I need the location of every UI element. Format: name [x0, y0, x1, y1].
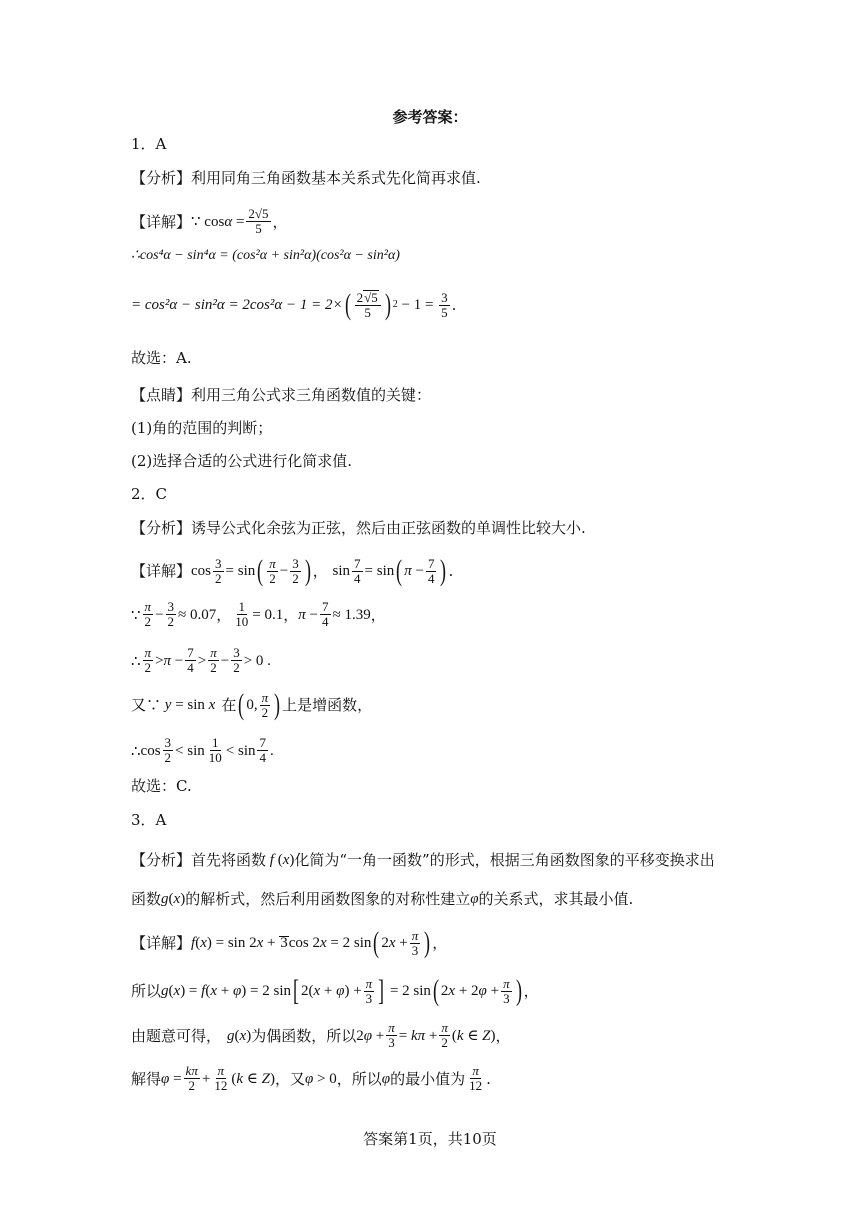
- q1-point2: (2)选择合适的公式进行化简求值.: [131, 452, 353, 470]
- q2-detail-line5: ∴ cos $\frac{3}{2}$ < sin $\frac{1}{10}$ < sin $\frac{7}{4}$ .: [131, 735, 274, 765]
- q3-detail-line2: 所以 g ( x ) = f ( x + φ ) = 2 sin [ 2( x + φ ) + $\frac{\pi}{3}$ ] = 2 sin ( 2 x + 2 φ + $\frac{\pi}{3}$ ) ，: [131, 974, 539, 1007]
- q2-analysis: 【分析】诱导公式化余弦为正弦，然后由正弦函数的单调性比较大小.: [131, 519, 586, 537]
- q1-detail-label: 【详解】: [131, 212, 192, 231]
- q1-cos-fraction: $\frac{2√5}{5}$: [248, 206, 269, 236]
- q1-choice: 故选：A.: [131, 349, 192, 367]
- q1-point1: (1)角的范围的判断；: [131, 419, 273, 437]
- q3-detail-line1: 【详解】 f ( x ) = sin 2 x + 3 cos 2 x = 2 sin ( 2 x + $\frac{\pi}{3}$ ) ，: [131, 926, 448, 959]
- q1-number: 1．A: [131, 135, 167, 153]
- q1-result-fraction: $\frac{3}{5}$: [441, 289, 448, 320]
- q3-analysis-line1: 【分析】首先将函数 f ( x ) 化简为“一角一函数”的形式，根据三角函数图象的平移变换求出: [131, 851, 715, 869]
- page-title: 参考答案：: [392, 108, 468, 126]
- q1-detail-line2: ∴cos⁴α − sin⁴α = (cos²α + sin²α)(cos²α − sin²α): [131, 248, 400, 263]
- q1-comment: 【点睛】利用三角公式求三角函数值的关键：: [131, 386, 432, 404]
- q3-detail-line3: 由题意可得， g ( x ) 为偶函数，所以 2 φ + $\frac{\pi}{3}$ = kπ + $\frac{\pi}{2}$ ( k ∈ Z ) ，: [131, 1020, 511, 1050]
- q1-analysis: 【分析】利用同角三角函数基本关系式先化简再求值.: [131, 169, 481, 187]
- q2-detail-line1: 【详解】 cos $\frac{3}{2}$ = sin ( $\frac{\pi}{2}$ − $\frac{3}{2}$ ) ， sin $\frac{7}{4}$ = sin ( π − $\frac{7}{4}$ ) .: [131, 554, 454, 587]
- q1-detail-line1: 【详解】 ∵ cos α = $\frac{2√5}{5}$ ，: [131, 206, 288, 236]
- q2-choice: 故选：C.: [131, 777, 192, 795]
- q2-detail-line4: 又∵ y = sin x 在 ( 0, $\frac{\pi}{2}$ ) 上是增函数，: [131, 688, 373, 721]
- page-footer: 答案第1页，共10页: [363, 1130, 497, 1148]
- q3-analysis-line2: 函数 g ( x ) 的解析式，然后利用函数图象的对称性建立 φ 的关系式，求其最小值.: [131, 890, 634, 908]
- q2-number: 2．C: [131, 485, 168, 503]
- q3-detail-line4: 解得 φ = $\frac{k\pi}{2}$ + $\frac{\pi}{12}$ ( k ∈ Z ) ，又 φ > 0 ，所以 φ 的最小值为 $\frac{\pi}{12}$ .: [131, 1063, 491, 1093]
- q2-detail-line2: ∵ $\frac{\pi}{2}$ − $\frac{3}{2}$ ≈ 0.07 ， $\frac{1}{10}$ = 0.1 ， π − $\frac{7}{4}$ ≈ 1.39 ，: [131, 599, 386, 629]
- q3-number: 3．A: [131, 811, 167, 829]
- q1-detail-line3: = cos²α − sin²α = 2cos²α − 1 = 2× ( $\frac{2√5}{5}$ ) 2 − 1 = $\frac{3}{5}$ .: [131, 288, 457, 321]
- q2-detail-line3: ∴ $\frac{\pi}{2}$ > π − $\frac{7}{4}$ > $\frac{\pi}{2}$ − $\frac{3}{2}$ > 0 .: [131, 645, 271, 675]
